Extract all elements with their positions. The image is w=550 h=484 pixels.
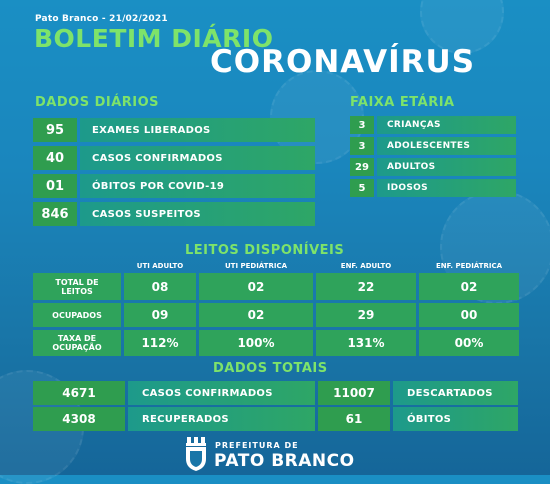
total-item <box>318 381 518 405</box>
daily-value: 95 <box>33 118 77 142</box>
leitos-cell: 00% <box>419 330 519 356</box>
daily-value: 846 <box>33 202 77 226</box>
leitos-row-label <box>33 273 121 300</box>
leitos-row-label-line2: OCUPAÇÃO <box>52 343 102 352</box>
daily-item <box>33 174 315 198</box>
age-label: ADULTOS <box>387 162 436 172</box>
total-item <box>318 407 518 431</box>
leitos-cell: 100% <box>199 330 313 356</box>
age-label: CRIANÇAS <box>387 120 441 130</box>
faixa-etaria-title: FAIXA ETÁRIA <box>350 95 455 110</box>
total-label-bar <box>128 407 315 431</box>
leitos-row-label-line1: TAXA DE <box>57 334 97 343</box>
age-label: IDOSOS <box>387 183 428 193</box>
leitos-cell: 00 <box>419 303 519 327</box>
leitos-cell: 29 <box>316 303 416 327</box>
leitos-col-header: ENF. ADULTO <box>340 262 392 270</box>
age-item <box>350 179 516 197</box>
total-label: ÓBITOS <box>407 413 452 425</box>
leitos-cell: 02 <box>199 273 313 300</box>
daily-label-bar <box>80 146 315 170</box>
daily-item <box>33 118 315 142</box>
daily-label: EXAMES LIBERADOS <box>92 124 211 136</box>
bulletin-title: BOLETIM DIÁRIO <box>34 24 274 53</box>
daily-label: ÓBITOS POR COVID-19 <box>92 180 225 192</box>
total-label-bar <box>128 381 315 405</box>
total-item <box>33 381 315 405</box>
daily-label-bar <box>80 202 315 226</box>
total-value: 61 <box>318 407 390 431</box>
leitos-cell: 22 <box>316 273 416 300</box>
bulletin-subtitle: CORONAVÍRUS <box>210 44 476 80</box>
city-name: PATO BRANCO <box>214 451 355 471</box>
leitos-row-label <box>33 303 121 327</box>
total-label-bar <box>393 407 518 431</box>
dados-totais-title: DADOS TOTAIS <box>213 361 328 376</box>
total-value: 4671 <box>33 381 125 405</box>
leitos-row-label <box>33 330 121 356</box>
age-label-bar <box>377 137 516 155</box>
leitos-row-label-line1: TOTAL DE <box>55 277 99 287</box>
total-value: 11007 <box>318 381 390 405</box>
daily-item <box>33 146 315 170</box>
total-label-bar <box>393 381 518 405</box>
age-value: 29 <box>350 158 374 176</box>
age-label-bar <box>377 179 516 197</box>
leitos-cell: 02 <box>199 303 313 327</box>
daily-label-bar <box>80 174 315 198</box>
leitos-cell: 131% <box>316 330 416 356</box>
daily-label-bar <box>80 118 315 142</box>
age-item <box>350 158 516 176</box>
leitos-cell: 02 <box>419 273 519 300</box>
total-label: CASOS CONFIRMADOS <box>142 387 273 399</box>
age-value: 3 <box>350 137 374 155</box>
age-label-bar <box>377 116 516 134</box>
total-label: RECUPERADOS <box>142 413 229 425</box>
daily-item <box>33 202 315 226</box>
daily-value: 01 <box>33 174 77 198</box>
leitos-cell: 09 <box>124 303 196 327</box>
daily-label: CASOS SUSPEITOS <box>92 208 201 220</box>
daily-label: CASOS CONFIRMADOS <box>92 152 223 164</box>
age-value: 3 <box>350 116 374 134</box>
leitos-cell: 08 <box>124 273 196 300</box>
age-label-bar <box>377 158 516 176</box>
age-value: 5 <box>350 179 374 197</box>
total-label: DESCARTADOS <box>407 387 493 399</box>
daily-value: 40 <box>33 146 77 170</box>
leitos-row-label-line1: OCUPADOS <box>52 310 102 320</box>
leitos-col-header: ENF. PEDIÁTRICA <box>435 262 502 270</box>
age-label: ADOLESCENTES <box>387 141 471 151</box>
age-item <box>350 116 516 134</box>
dados-diarios-title: DADOS DIÁRIOS <box>35 95 160 110</box>
leitos-row-label-line2: LEITOS <box>61 286 93 296</box>
total-value: 4308 <box>33 407 125 431</box>
city-coat-of-arms-icon <box>183 437 209 471</box>
leitos-col-header: UTI ADULTO <box>136 262 184 270</box>
bulletin-date: Pato Branco - 21/02/2021 <box>35 14 168 24</box>
leitos-title: LEITOS DISPONÍVEIS <box>185 243 345 258</box>
leitos-col-header: UTI PEDIÁTRICA <box>224 262 288 270</box>
leitos-cell: 112% <box>124 330 196 356</box>
total-item <box>33 407 315 431</box>
age-item <box>350 137 516 155</box>
prefeitura-label: PREFEITURA DE <box>215 441 299 450</box>
